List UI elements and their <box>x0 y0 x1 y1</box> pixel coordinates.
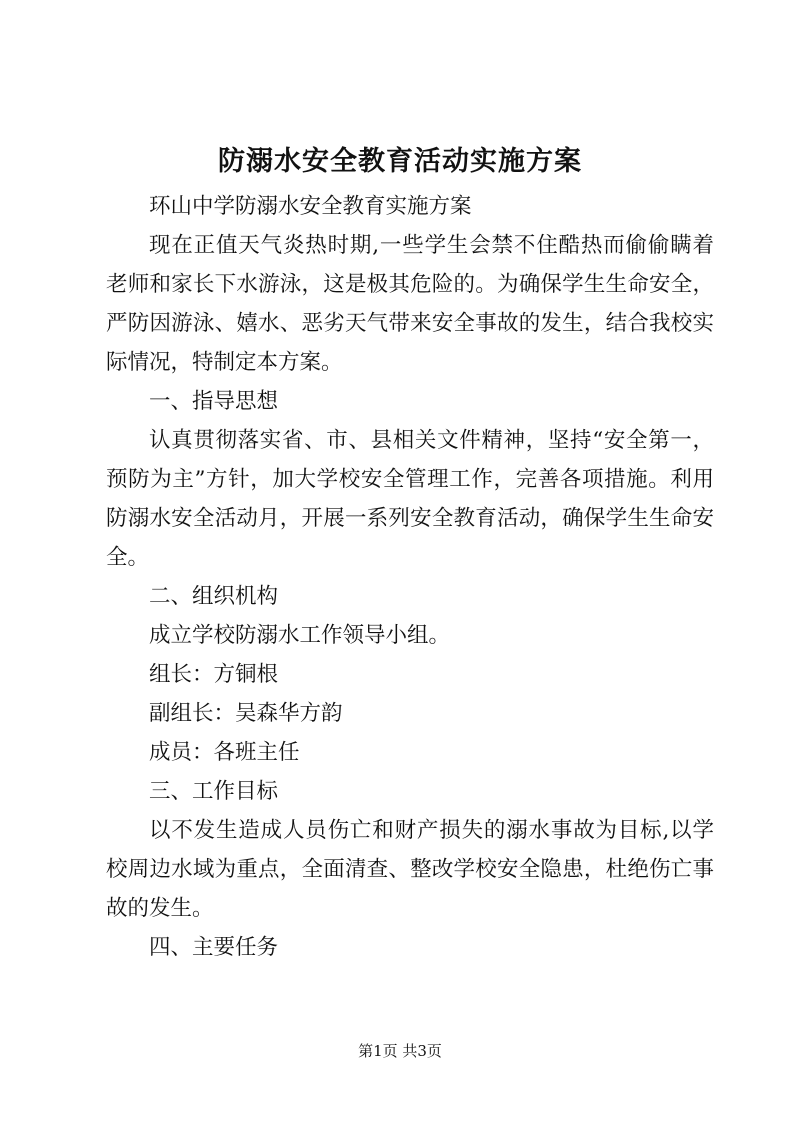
deputy-leader-line: 副组长：吴森华方韵 <box>149 701 343 726</box>
page-number-footer: 第1页 共3页 <box>358 1042 442 1060</box>
members-line: 成员：各班主任 <box>149 740 300 765</box>
section-heading-goals: 三、工作目标 <box>149 779 279 804</box>
document-body <box>106 187 714 967</box>
goals-paragraph: 以不发生造成人员伤亡和财产损失的溺水事故为目标,以学校周边水域为重点，全面清查、整改学校安全隐患，杜绝伤亡事故的发生。 <box>106 818 714 921</box>
document-title: 防溺水安全教育活动实施方案 <box>218 146 582 177</box>
guiding-thought-paragraph: 认真贯彻落实省、市、县相关文件精神，坚持“安全第一，预防为主”方针，加大学校安全管理工作，完善各项措施。利用防溺水安全活动月，开展一系列安全教育活动，确保学生生命安全。 <box>106 428 714 570</box>
section-heading-guiding-thought: 一、指导思想 <box>149 389 279 414</box>
section-heading-main-tasks: 四、主要任务 <box>149 935 279 960</box>
organization-paragraph: 成立学校防溺水工作领导小组。 <box>149 623 451 648</box>
subtitle-paragraph: 环山中学防溺水安全教育实施方案 <box>149 194 472 219</box>
intro-paragraph: 现在正值天气炎热时期,一些学生会禁不住酷热而偷偷瞒着老师和家长下水游泳，这是极其危险的。为确保学生生命安全，严防因游泳、嬉水、恶劣天气带来安全事故的发生，结合我校实际情况，特制定本方案。 <box>106 233 714 375</box>
section-heading-organization: 二、组织机构 <box>149 584 279 609</box>
team-leader-line: 组长：方铜根 <box>149 662 279 687</box>
